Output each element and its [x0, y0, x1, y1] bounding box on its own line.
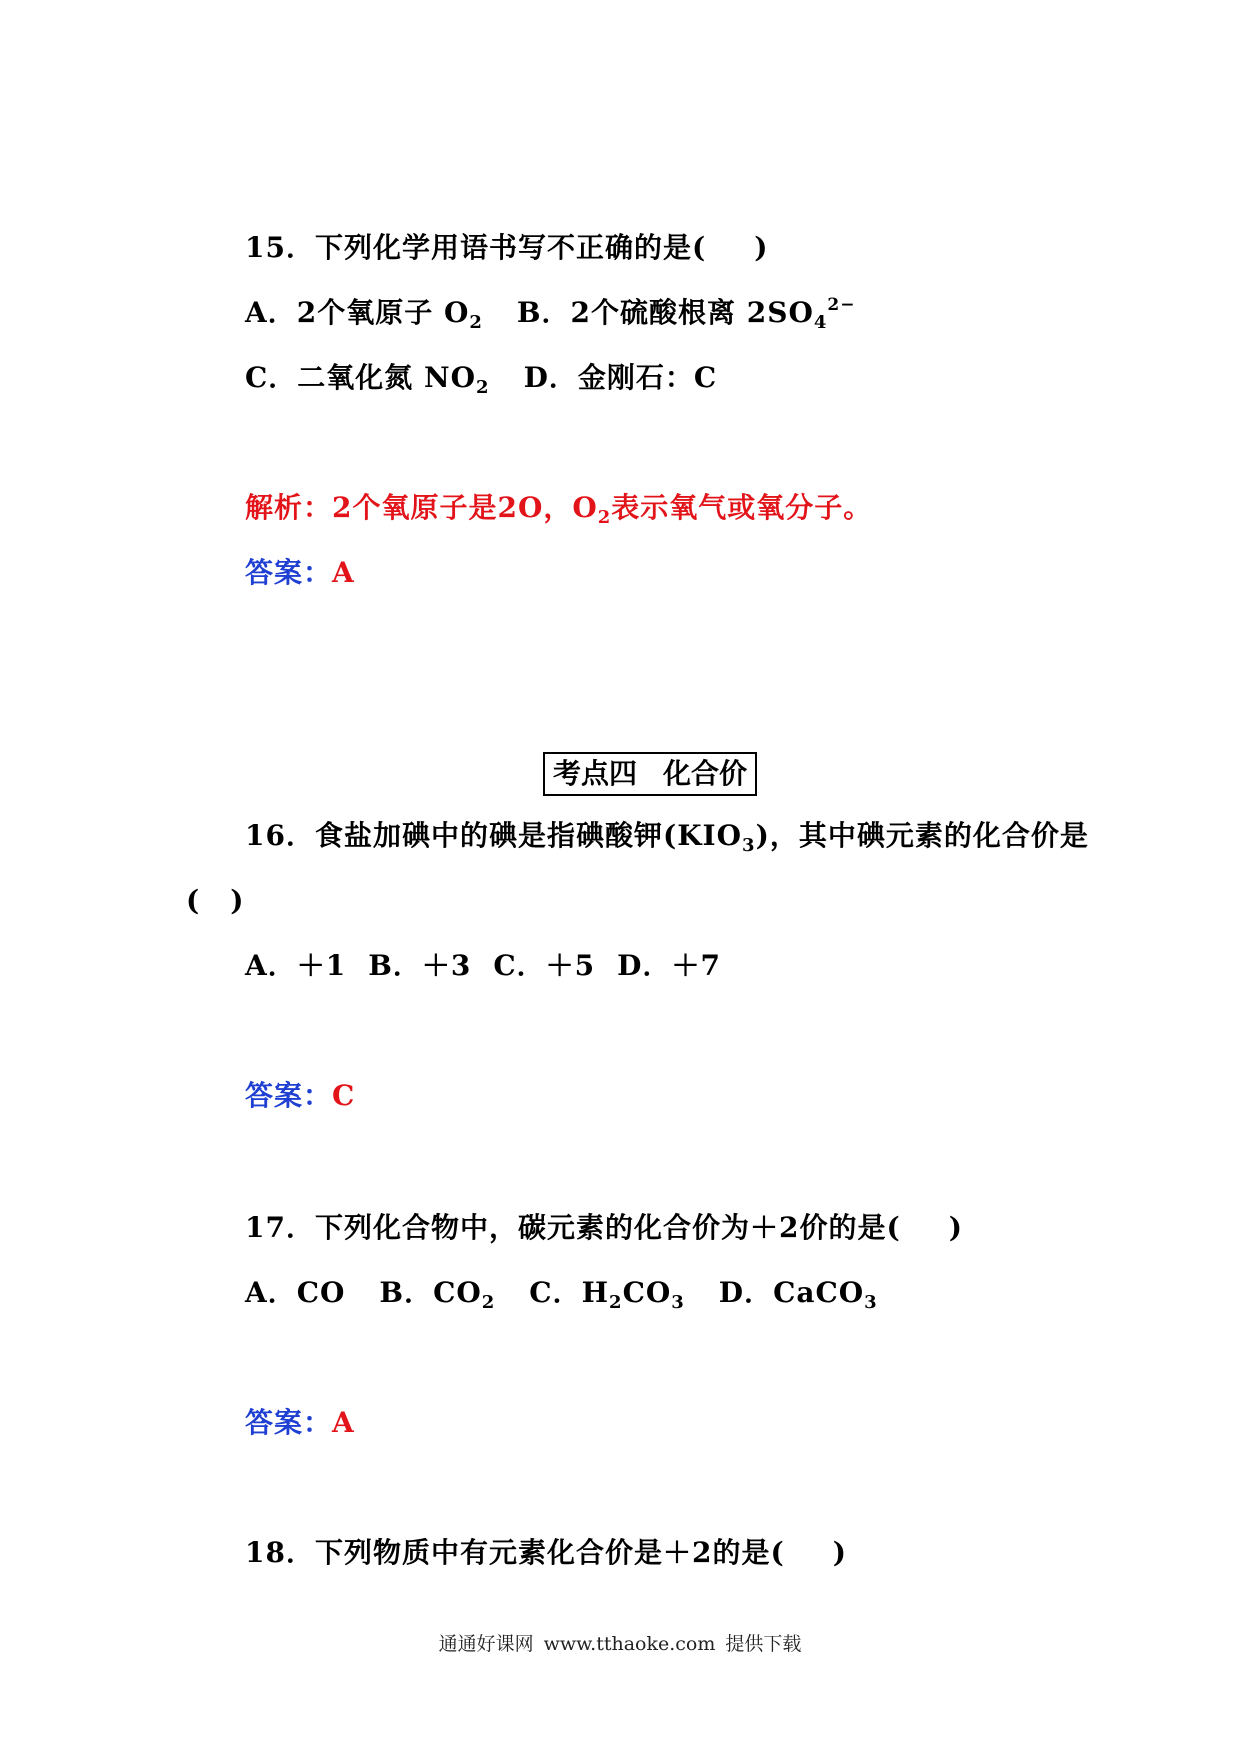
- q17-answer: [245, 1403, 355, 1443]
- q17-answer-label: 答案：: [245, 1406, 333, 1439]
- q17-option-d: D．CaCO$_3$: [718, 1276, 878, 1313]
- q16-option-a: A．＋1: [245, 949, 347, 982]
- q16-stem: 16．食盐加碘中的碘是指碘酸钾$(KIO_3)$，其中碘元素的化合价是: [245, 819, 1089, 856]
- q17-answer-value: A: [332, 1406, 355, 1439]
- q17-option-b: B．$CO_2$: [379, 1276, 496, 1313]
- q15-stem-text: 15．下列化学用语书写不正确的是(: [245, 231, 707, 264]
- q16-options: [245, 946, 721, 986]
- q16-stem-blank: ( ): [186, 884, 245, 917]
- q18-stem: 18．下列物质中有元素化合价是＋2的是( ): [245, 1536, 847, 1569]
- footer-tagline: 提供下载: [725, 1633, 802, 1655]
- footer-site-name: 通通好课网: [438, 1633, 534, 1655]
- q16-option-b: B．＋3: [368, 949, 472, 982]
- q17-options: [245, 1273, 878, 1313]
- footer-url[interactable]: www.tthaoke.com: [543, 1633, 716, 1655]
- section-title-a: 考点四: [553, 757, 638, 790]
- q15-stem: [245, 228, 768, 268]
- q17-stem: 17．下列化合物中，碳元素的化合价为＋2价的是( ): [245, 1211, 963, 1244]
- q16-option-c: C．＋5: [493, 949, 596, 982]
- q15-answer-value: A: [332, 556, 355, 589]
- q16-answer: [245, 1076, 355, 1116]
- q15-option-b: B．2个硫酸根离 $2SO_4^{2-}$: [516, 295, 856, 333]
- q15-option-c: C．二氧化氮 $NO_2$: [245, 361, 490, 398]
- q15-answer: [245, 553, 355, 593]
- q15-options-cd: [245, 358, 717, 398]
- q15-stem-close: ): [754, 231, 769, 264]
- q15-analysis: 解析：2个氧原子是2O，$O_2$表示氧气或氧分子。: [245, 491, 873, 528]
- q16-answer-value: C: [332, 1079, 356, 1112]
- q17-option-c: C．$H_2CO_3$: [529, 1276, 685, 1313]
- q17-option-a: A．CO: [245, 1276, 346, 1309]
- q15-options-ab: [245, 293, 856, 333]
- q15-analysis-label: 解析：: [245, 491, 333, 524]
- section-title-b: 化合价: [663, 757, 748, 790]
- q15-option-a: A．2个氧原子 $O_2$: [245, 296, 483, 333]
- q15-answer-label: 答案：: [245, 556, 333, 589]
- section-title-box: [543, 752, 757, 796]
- q16-option-d: D．＋7: [617, 949, 721, 982]
- q16-answer-label: 答案：: [245, 1079, 333, 1112]
- q15-option-d: D．金刚石：C: [523, 361, 718, 394]
- page-footer: [0, 1630, 1240, 1658]
